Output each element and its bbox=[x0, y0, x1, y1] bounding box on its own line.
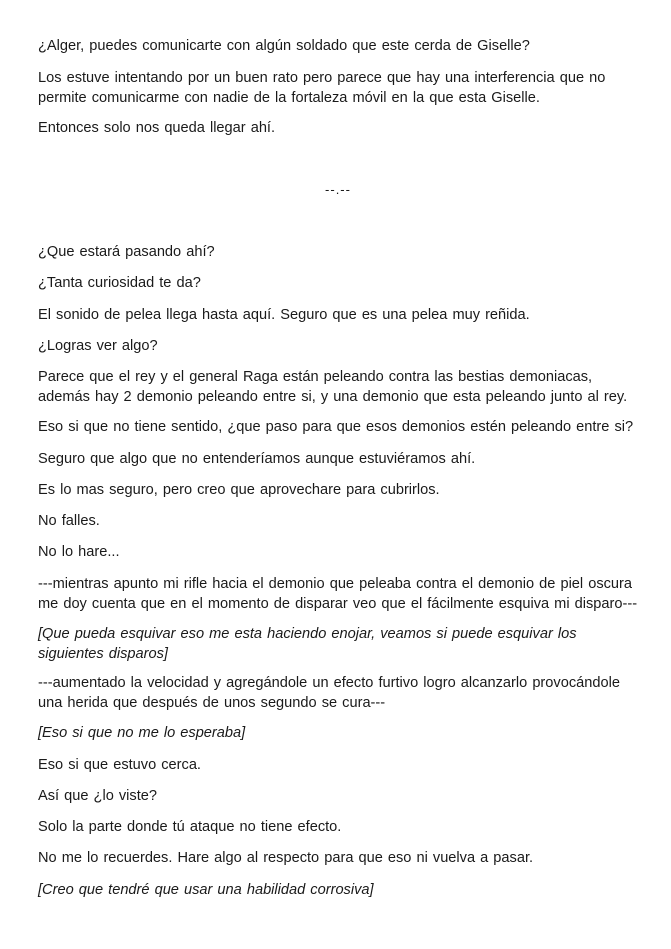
paragraph: ---aumentado la velocidad y agregándole un efecto furtivo logro alcanzarlo provocándole una herida que después de unos segundo se cura--- bbox=[38, 675, 620, 711]
paragraph-italic: [Que pueda esquivar eso me esta haciendo enojar, veamos si puede esquivar los siguientes disparos] bbox=[38, 626, 577, 662]
paragraph: Seguro que algo que no entenderíamos aunque estuviéramos ahí. bbox=[38, 451, 476, 467]
paragraph: Los estuve intentando por un buen rato pero parece que hay una interferencia que no permite comunicarme con nadie de la fortaleza móvil en la que esta Giselle. bbox=[38, 70, 606, 106]
paragraph: No me lo recuerdes. Hare algo al respecto para que eso ni vuelva a pasar. bbox=[38, 850, 534, 866]
paragraph: ¿Alger, puedes comunicarte con algún soldado que este cerda de Giselle? bbox=[38, 38, 530, 54]
paragraph: ¿Que estará pasando ahí? bbox=[38, 244, 215, 260]
paragraph: Solo la parte donde tú ataque no tiene efecto. bbox=[38, 819, 342, 835]
paragraph: Así que ¿lo viste? bbox=[38, 788, 157, 804]
paragraph: ¿Tanta curiosidad te da? bbox=[38, 275, 201, 291]
paragraph: Parece que el rey y el general Raga están peleando contra las bestias demoniacas, además hay 2 demonio peleando entre si, y una demonio que esta peleando junto al rey. bbox=[38, 369, 628, 405]
paragraph-italic: [Eso si que no me lo esperaba] bbox=[38, 725, 246, 741]
paragraph: Es lo mas seguro, pero creo que aprovechare para cubrirlos. bbox=[38, 482, 440, 498]
paragraph: No lo hare... bbox=[38, 544, 120, 560]
paragraph: Eso si que estuvo cerca. bbox=[38, 757, 201, 773]
paragraph: ¿Logras ver algo? bbox=[38, 338, 158, 354]
scene-separator: --.-- bbox=[325, 182, 351, 197]
paragraph: No falles. bbox=[38, 513, 100, 529]
paragraph: Entonces solo nos queda llegar ahí. bbox=[38, 120, 276, 136]
paragraph: ---mientras apunto mi rifle hacia el demonio que peleaba contra el demonio de piel oscura me doy cuenta que en el momento de disparar veo que el fácilmente esquiva mi disparo--- bbox=[38, 576, 638, 612]
paragraph-italic: [Creo que tendré que usar una habilidad corrosiva] bbox=[38, 882, 374, 898]
paragraph: El sonido de pelea llega hasta aquí. Seguro que es una pelea muy reñida. bbox=[38, 307, 530, 323]
paragraph: Eso si que no tiene sentido, ¿que paso para que esos demonios estén peleando entre si? bbox=[38, 419, 634, 435]
